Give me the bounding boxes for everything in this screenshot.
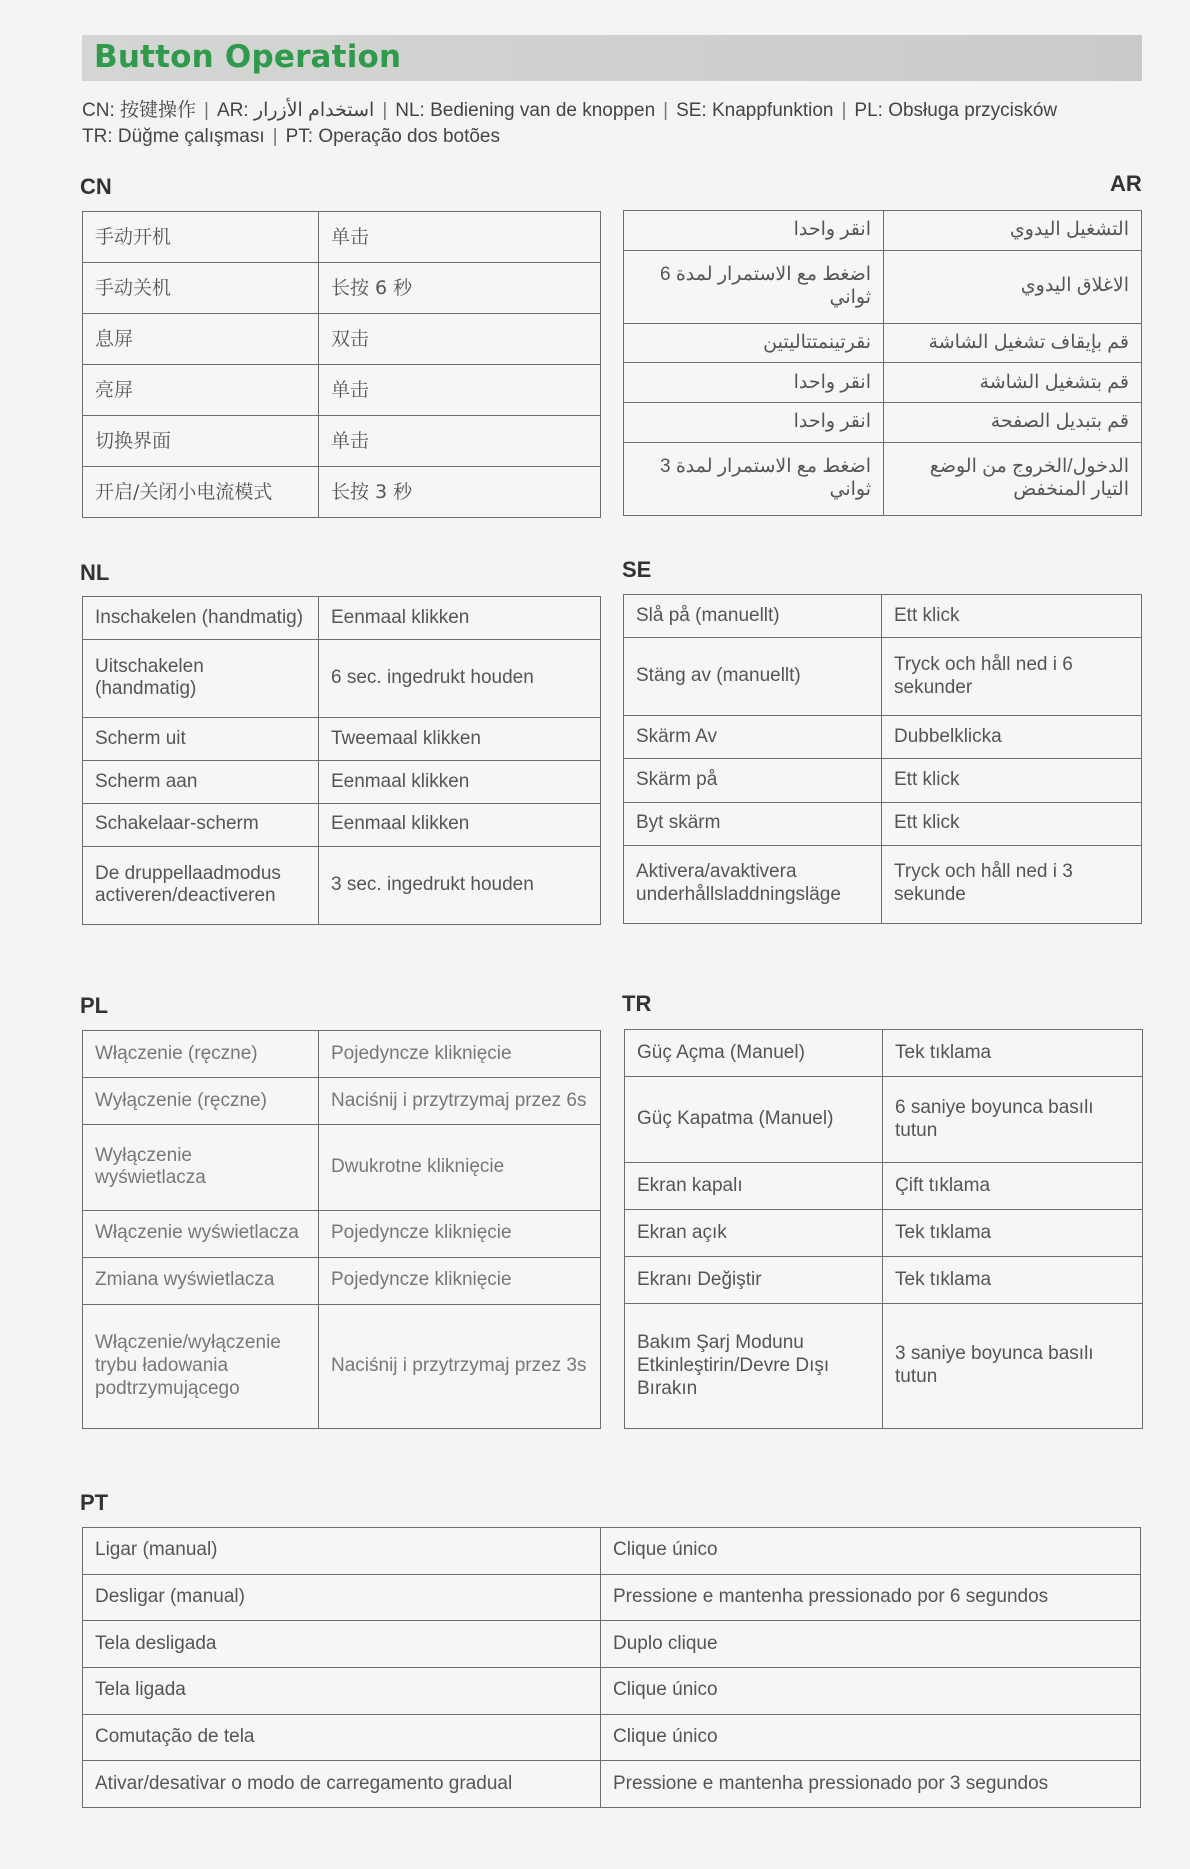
function-cell: انقر واحدا — [624, 211, 884, 251]
function-cell: Comutação de tela — [83, 1714, 601, 1761]
table-pt — [82, 1527, 1141, 1808]
section-label-tr: TR — [622, 991, 652, 1016]
function-cell: Ekran kapalı — [625, 1162, 883, 1209]
action-cell: Clique único — [601, 1667, 1141, 1714]
action-cell: Clique único — [601, 1528, 1141, 1575]
function-cell: Uitschakelen (handmatig) — [83, 639, 319, 717]
action-cell: 6 saniye boyunca basılı tutun — [883, 1077, 1143, 1163]
action-cell: 单击 — [319, 416, 601, 467]
table-row — [624, 323, 1142, 363]
table-row — [83, 760, 601, 803]
function-cell: 手动关机 — [83, 263, 319, 314]
action-cell: Naciśnij i przytrzymaj przez 3s — [319, 1304, 601, 1428]
action-cell: الاغلاق اليدوي — [884, 250, 1142, 323]
table-row — [624, 403, 1142, 443]
function-cell: De druppellaadmodus activeren/deactiveren — [83, 846, 319, 924]
table-row — [83, 1714, 1141, 1761]
table-row — [625, 1257, 1143, 1304]
function-cell: اضغط مع الاستمرار لمدة 6 ثواني — [624, 250, 884, 323]
lang-se: SE: Knappfunktion — [676, 100, 834, 121]
language-list-line-1: CN: 按键操作 | AR: استخدام الأزرار | NL: Bediening van de knoppen | SE: Knappfunktion | PL: Obsługa przycisków — [82, 100, 1058, 121]
action-cell: Eenmaal klikken — [319, 597, 601, 640]
action-cell: قم بإيقاف تشغيل الشاشة — [884, 323, 1142, 363]
function-cell: انقر واحدا — [624, 403, 884, 443]
table-row — [624, 363, 1142, 403]
table-row — [83, 846, 601, 924]
table-row — [83, 718, 601, 761]
page-title: Button Operation — [94, 39, 402, 75]
section-label-se: SE — [622, 557, 652, 582]
table-cn — [82, 211, 601, 518]
action-cell: Pressione e mantenha pressionado por 3 segundos — [601, 1761, 1141, 1808]
function-cell: Skärm Av — [624, 716, 882, 759]
action-cell: Pojedyncze kliknięcie — [319, 1257, 601, 1304]
function-cell: انقر واحدا — [624, 363, 884, 403]
action-cell: 双击 — [319, 314, 601, 365]
table-row — [83, 597, 601, 640]
section-label-pl: PL — [80, 993, 109, 1018]
action-cell: 3 saniye boyunca basılı tutun — [883, 1304, 1143, 1429]
function-cell: 息屏 — [83, 314, 319, 365]
action-cell: 单击 — [319, 212, 601, 263]
table-row — [83, 416, 601, 467]
function-cell: Ekran açık — [625, 1210, 883, 1257]
action-cell: Eenmaal klikken — [319, 760, 601, 803]
table-row — [624, 443, 1142, 516]
lang-pl: PL: Obsługa przycisków — [854, 100, 1058, 121]
table-row — [83, 1761, 1141, 1808]
function-cell: Tela desligada — [83, 1621, 601, 1668]
action-cell: Dubbelklicka — [882, 716, 1142, 759]
table-nl — [82, 596, 601, 925]
table-row — [625, 1030, 1143, 1077]
function-cell: Zmiana wyświetlacza — [83, 1257, 319, 1304]
action-cell: Ett klick — [882, 802, 1142, 845]
function-cell: Scherm uit — [83, 718, 319, 761]
function-cell: Wyłączenie wyświetlacza — [83, 1125, 319, 1211]
table-row — [624, 638, 1142, 716]
action-cell: Eenmaal klikken — [319, 803, 601, 846]
function-cell: نقرتينمتتاليتين — [624, 323, 884, 363]
lang-pt: PT: Operação dos botões — [285, 126, 501, 147]
function-cell: اضغط مع الاستمرار لمدة 3 ثواني — [624, 443, 884, 516]
function-cell: Scherm aan — [83, 760, 319, 803]
function-cell: Güç Açma (Manuel) — [625, 1030, 883, 1077]
action-cell: 长按 3 秒 — [319, 467, 601, 518]
function-cell: Skärm på — [624, 759, 882, 802]
table-row — [624, 595, 1142, 638]
function-cell: 开启/关闭小电流模式 — [83, 467, 319, 518]
action-cell: Tweemaal klikken — [319, 718, 601, 761]
function-cell: Wyłączenie (ręczne) — [83, 1078, 319, 1125]
table-pl — [82, 1030, 601, 1429]
table-ar — [623, 210, 1142, 516]
table-row — [83, 1667, 1141, 1714]
action-cell: 单击 — [319, 365, 601, 416]
action-cell: Pojedyncze kliknięcie — [319, 1210, 601, 1257]
section-label-ar: AR — [1110, 171, 1142, 196]
function-cell: Slå på (manuellt) — [624, 595, 882, 638]
table-row — [83, 263, 601, 314]
table-se — [623, 594, 1142, 924]
function-cell: 亮屏 — [83, 365, 319, 416]
table-row — [625, 1210, 1143, 1257]
action-cell: Pressione e mantenha pressionado por 6 segundos — [601, 1574, 1141, 1621]
table-row — [625, 1077, 1143, 1163]
function-cell: Aktivera/avaktivera underhållsladdningsläge — [624, 845, 882, 923]
function-cell: Bakım Şarj Modunu Etkinleştirin/Devre Dışı Bırakın — [625, 1304, 883, 1429]
language-list-line-2: TR: Düğme çalışması | PT: Operação dos botões — [82, 126, 501, 147]
function-cell: Ativar/desativar o modo de carregamento gradual — [83, 1761, 601, 1808]
function-cell: Schakelaar-scherm — [83, 803, 319, 846]
action-cell: Ett klick — [882, 759, 1142, 802]
lang-ar: AR: استخدام الأزرار — [216, 100, 375, 121]
table-row — [624, 716, 1142, 759]
table-row — [83, 1031, 601, 1078]
table-row — [625, 1162, 1143, 1209]
function-cell: Güç Kapatma (Manuel) — [625, 1077, 883, 1163]
action-cell: Ett klick — [882, 595, 1142, 638]
function-cell: Stäng av (manuellt) — [624, 638, 882, 716]
table-row — [83, 639, 601, 717]
table-row — [83, 1078, 601, 1125]
action-cell: Naciśnij i przytrzymaj przez 6s — [319, 1078, 601, 1125]
table-row — [83, 1574, 1141, 1621]
action-cell: Duplo clique — [601, 1621, 1141, 1668]
section-label-pt: PT — [80, 1490, 109, 1515]
action-cell: 6 sec. ingedrukt houden — [319, 639, 601, 717]
table-row — [83, 803, 601, 846]
section-label-cn: CN — [80, 174, 112, 199]
table-row — [83, 1257, 601, 1304]
action-cell: Tek tıklama — [883, 1257, 1143, 1304]
lang-cn: CN: 按键操作 — [82, 100, 197, 121]
lang-tr: TR: Düğme çalışması — [82, 126, 265, 147]
table-row — [624, 211, 1142, 251]
action-cell: Çift tıklama — [883, 1162, 1143, 1209]
function-cell: Włączenie/wyłączenie trybu ładowania podtrzymującego — [83, 1304, 319, 1428]
action-cell: Pojedyncze kliknięcie — [319, 1031, 601, 1078]
table-row — [83, 1304, 601, 1428]
table-row — [624, 759, 1142, 802]
action-cell: التشغيل اليدوي — [884, 211, 1142, 251]
table-row — [83, 314, 601, 365]
function-cell: Włączenie (ręczne) — [83, 1031, 319, 1078]
action-cell: Tek tıklama — [883, 1030, 1143, 1077]
function-cell: Włączenie wyświetlacza — [83, 1210, 319, 1257]
function-cell: 手动开机 — [83, 212, 319, 263]
title-bar — [82, 35, 1142, 81]
table-row — [83, 1621, 1141, 1668]
table-row — [624, 845, 1142, 923]
function-cell: Desligar (manual) — [83, 1574, 601, 1621]
table-row — [625, 1304, 1143, 1429]
action-cell: Tek tıklama — [883, 1210, 1143, 1257]
table-row — [624, 250, 1142, 323]
table-tr — [624, 1029, 1143, 1429]
table-row — [83, 212, 601, 263]
action-cell: Clique único — [601, 1714, 1141, 1761]
action-cell: الدخول/الخروج من الوضع التيار المنخفض — [884, 443, 1142, 516]
table-row — [83, 365, 601, 416]
table-row — [83, 1528, 1141, 1575]
action-cell: Tryck och håll ned i 6 sekunder — [882, 638, 1142, 716]
function-cell: Tela ligada — [83, 1667, 601, 1714]
action-cell: 3 sec. ingedrukt houden — [319, 846, 601, 924]
function-cell: Ekranı Değiştir — [625, 1257, 883, 1304]
action-cell: Dwukrotne kliknięcie — [319, 1125, 601, 1211]
table-row — [83, 1125, 601, 1211]
table-row — [624, 802, 1142, 845]
action-cell: Tryck och håll ned i 3 sekunde — [882, 845, 1142, 923]
function-cell: Inschakelen (handmatig) — [83, 597, 319, 640]
action-cell: قم بتشغيل الشاشة — [884, 363, 1142, 403]
lang-nl: NL: Bediening van de knoppen — [395, 100, 656, 121]
function-cell: 切换界面 — [83, 416, 319, 467]
table-row — [83, 467, 601, 518]
section-label-nl: NL — [80, 560, 110, 585]
function-cell: Byt skärm — [624, 802, 882, 845]
action-cell: 长按 6 秒 — [319, 263, 601, 314]
function-cell: Ligar (manual) — [83, 1528, 601, 1575]
table-row — [83, 1210, 601, 1257]
action-cell: قم بتبديل الصفحة — [884, 403, 1142, 443]
